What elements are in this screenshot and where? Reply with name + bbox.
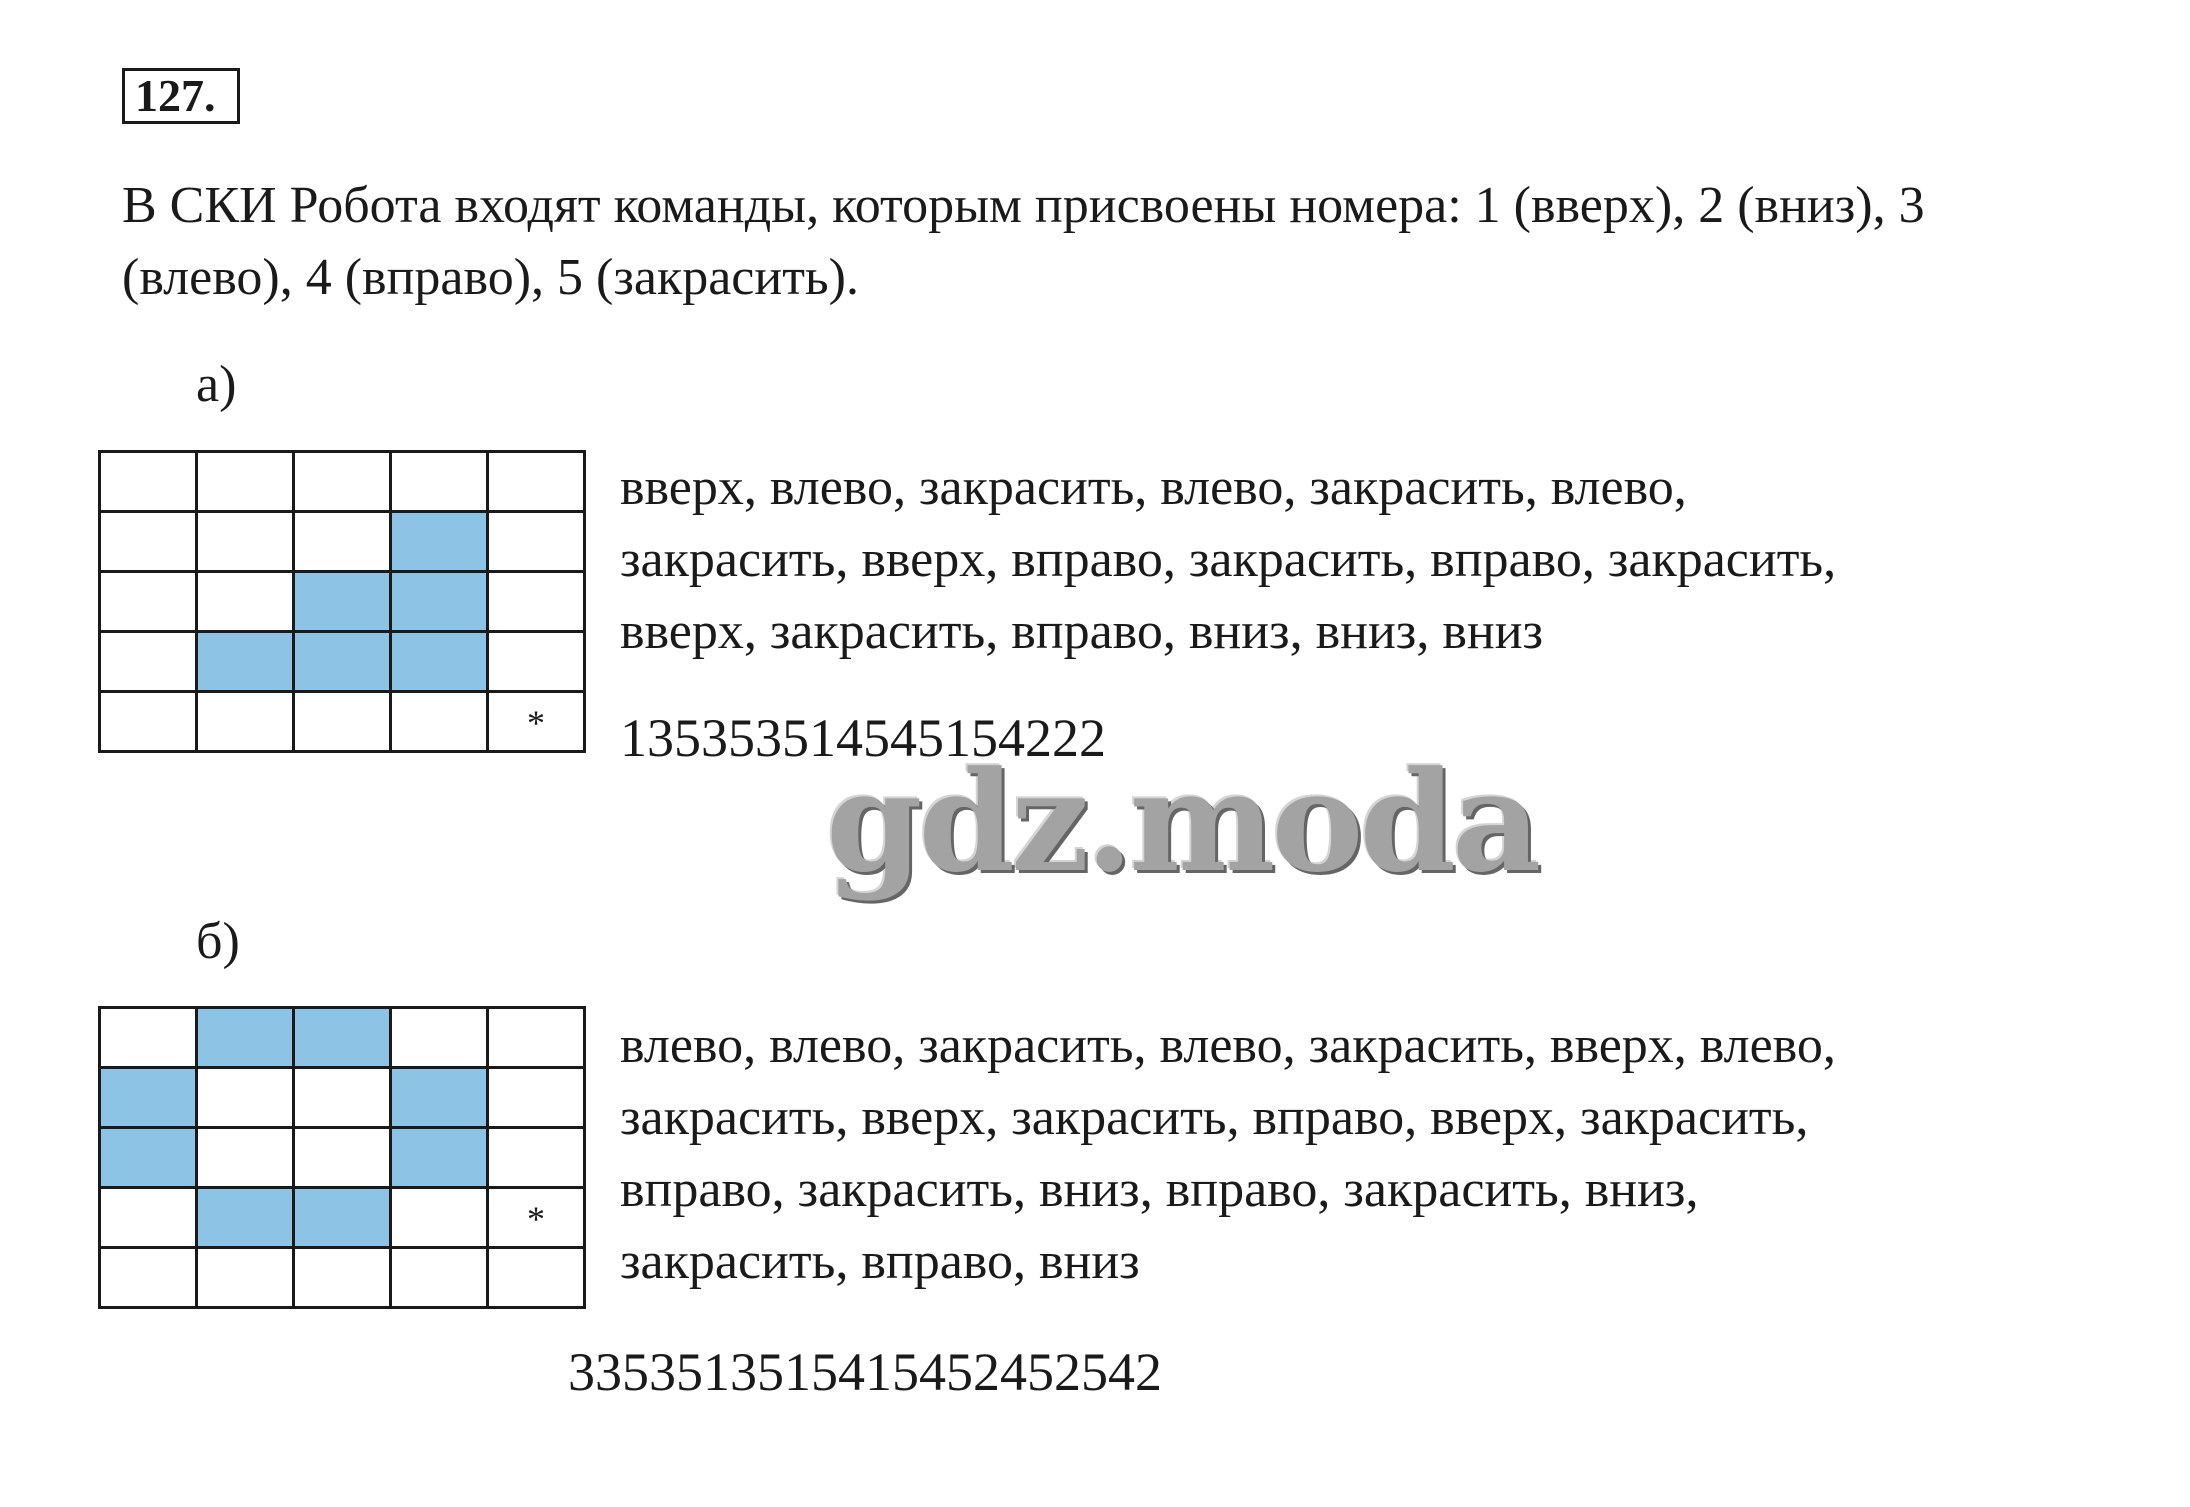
part-a-grid-cell-filled — [392, 513, 489, 573]
part-b-grid-cell-filled — [101, 1069, 198, 1129]
part-b-grid-cell — [392, 1249, 489, 1309]
part-a-grid-cell — [101, 453, 198, 513]
part-b-grid-cell-filled — [198, 1009, 295, 1069]
part-b-grid-cell — [101, 1189, 198, 1249]
part-b-grid-cell — [392, 1189, 489, 1249]
part-a-grid-cell-filled — [392, 573, 489, 633]
part-a-robot-start-marker: * — [527, 703, 545, 743]
part-a-grid-cell — [101, 633, 198, 693]
part-b-grid-cell-filled — [392, 1069, 489, 1129]
part-a-grid-cell — [198, 693, 295, 753]
part-b-grid-cell — [295, 1129, 392, 1189]
part-a-grid-cell — [392, 693, 489, 753]
part-b-grid-cell — [489, 1009, 586, 1069]
part-a-grid-cell — [489, 693, 586, 753]
part-a-grid-cell — [101, 513, 198, 573]
part-a-robot-grid — [98, 450, 586, 753]
part-b-grid-cell — [295, 1069, 392, 1129]
part-a-grid-cell — [489, 633, 586, 693]
task-intro-text: В СКИ Робота входят команды, которым присвоены номера: 1 (вверх), 2 (вниз), 3 (влево), 4 (вправо), 5 (закрасить). — [122, 177, 1925, 306]
part-b-grid-cell — [489, 1249, 586, 1309]
part-b-grid-cell-filled — [295, 1009, 392, 1069]
part-a-grid-cell-filled — [198, 633, 295, 693]
part-b-grid-cell — [198, 1069, 295, 1129]
part-a-grid-cell — [101, 693, 198, 753]
part-a-grid-cell — [198, 573, 295, 633]
part-a-grid-cell — [101, 573, 198, 633]
part-a-grid-cell — [392, 453, 489, 513]
part-a-grid-cell-filled — [392, 633, 489, 693]
part-a-grid-cell — [489, 573, 586, 633]
part-b-grid-cell — [489, 1129, 586, 1189]
watermark-logo: gdz.moda — [826, 740, 1538, 903]
part-b-label: б) — [196, 913, 240, 970]
part-b-grid-cell — [198, 1249, 295, 1309]
part-a-grid-cell — [489, 513, 586, 573]
part-b-grid-cell — [295, 1249, 392, 1309]
part-a-command-line: вверх, влево, закрасить, влево, закрасить, влево, — [620, 459, 1687, 516]
part-b-grid-cell — [489, 1189, 586, 1249]
part-a-command-line: вверх, закрасить, вправо, вниз, вниз, вниз — [620, 603, 1544, 660]
part-b-grid-cell — [489, 1069, 586, 1129]
part-b-command-line: закрасить, вправо, вниз — [620, 1233, 1140, 1290]
part-b-grid-cell-filled — [101, 1129, 198, 1189]
part-a-grid-cell-filled — [295, 573, 392, 633]
part-a-grid-cell — [198, 513, 295, 573]
task-number: 127. — [122, 68, 240, 124]
part-a-grid-cell — [295, 693, 392, 753]
part-a-grid-cell-filled — [295, 633, 392, 693]
part-a-label: а) — [196, 356, 237, 413]
part-a-grid-cell — [295, 513, 392, 573]
part-b-grid-cell — [392, 1009, 489, 1069]
part-b-commands — [620, 1010, 2070, 1298]
part-b-robot-start-marker: * — [527, 1199, 545, 1239]
part-a-grid-cell — [198, 453, 295, 513]
part-a-grid-cell — [295, 453, 392, 513]
part-b-grid-cell-filled — [295, 1189, 392, 1249]
part-a-command-line: закрасить, вверх, вправо, закрасить, вправо, закрасить, — [620, 531, 1837, 588]
part-a-commands — [620, 452, 2070, 668]
part-a-code: 135353514545154222 — [620, 708, 1106, 768]
part-b-command-line: вправо, закрасить, вниз, вправо, закрасить, вниз, — [620, 1161, 1699, 1218]
part-b-grid-cell-filled — [392, 1129, 489, 1189]
part-b-grid-cell — [101, 1249, 198, 1309]
part-b-code: 3353513515415452452542 — [568, 1342, 1162, 1402]
part-b-command-line: влево, влево, закрасить, влево, закрасить, вверх, влево, — [620, 1017, 1836, 1074]
part-b-grid-cell — [101, 1009, 198, 1069]
part-b-robot-grid — [98, 1006, 586, 1309]
part-b-grid-cell-filled — [198, 1189, 295, 1249]
part-a-grid-cell — [489, 453, 586, 513]
part-b-grid-cell — [198, 1129, 295, 1189]
part-b-command-line: закрасить, вверх, закрасить, вправо, вверх, закрасить, — [620, 1089, 1809, 1146]
